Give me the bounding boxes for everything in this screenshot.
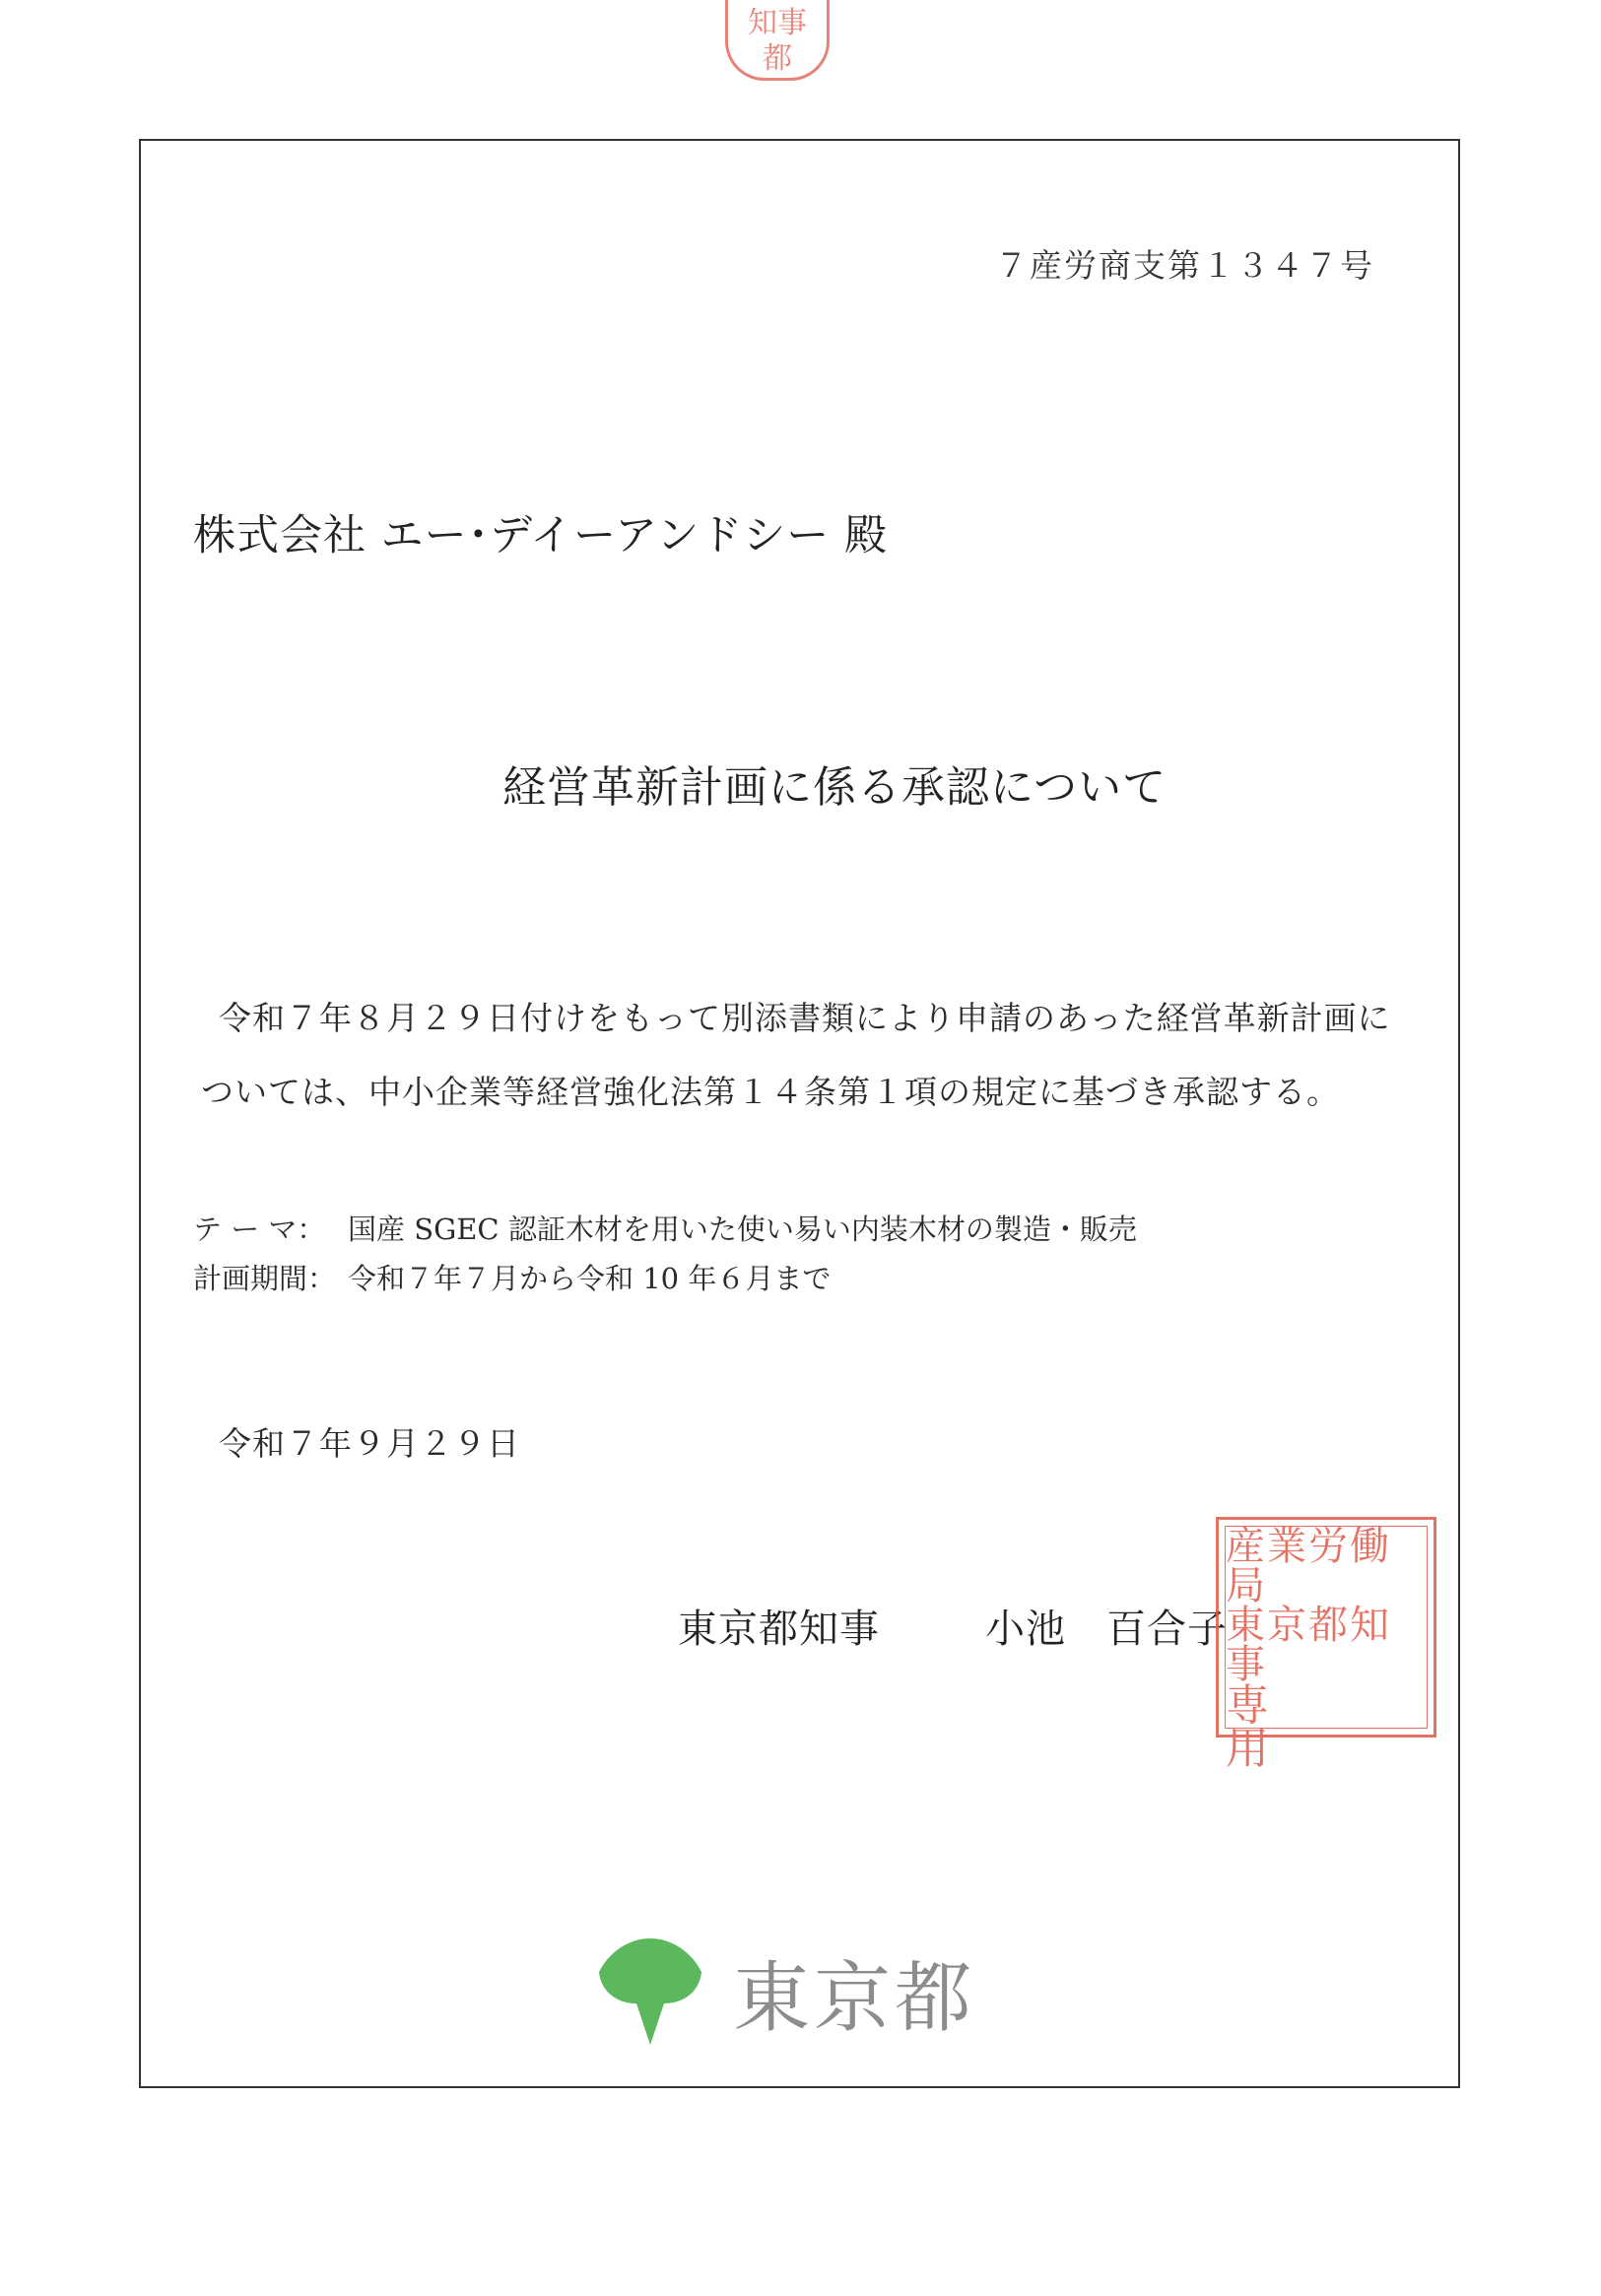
seal-row-3 [1226,1680,1427,1774]
issue-date: 令和７年９月２９日 [219,1424,520,1463]
document-number: ７産労商支第１３４７号 [995,246,1374,285]
official-seal [1216,1517,1436,1774]
period-value: 令和７年７月から令和 10 年６月まで [348,1262,832,1295]
theme-row [193,1208,1137,1248]
period-label: 計画期間： [193,1262,337,1295]
theme-value: 国産 SGEC 認証木材を用いた使い易い内装木材の製造・販売 [348,1213,1137,1246]
signer-title: 東京都知事 [678,1607,880,1652]
top-stamp-text: 知事 都 [748,6,807,76]
body-line-2: ついては、中小企業等経営強化法第１４条第１項の規定に基づき承認する。 [201,1073,1340,1111]
signer-name: 小池 百合子 [985,1607,1228,1652]
ginkgo-leaf-icon [599,1938,701,2045]
tokyo-logo [599,1938,975,2045]
body-line-1: 令和７年８月２９日付けをもって別添書類により申請のあった経営革新計画に [219,999,1391,1037]
seal-row-1 [1226,1524,1427,1608]
period-row [193,1257,831,1297]
official-seal-grid [1225,1524,1428,1774]
document-subject: 経営革新計画に係る承認について [502,762,1167,813]
addressee: 株式会社 エー･デイーアンドシー 殿 [193,511,888,560]
seal-row-2-text: 東京都知事 [1226,1603,1391,1687]
theme-label: テ ー マ： [193,1213,326,1246]
seal-row-3-text: 専用 [1226,1680,1358,1774]
tokyo-logo-text: 東京都 [733,1954,976,2043]
top-stamp-seal [725,0,830,81]
seal-row-1-text: 産業労働局 [1226,1524,1391,1608]
seal-row-2 [1226,1603,1427,1687]
document-frame [139,139,1460,2088]
